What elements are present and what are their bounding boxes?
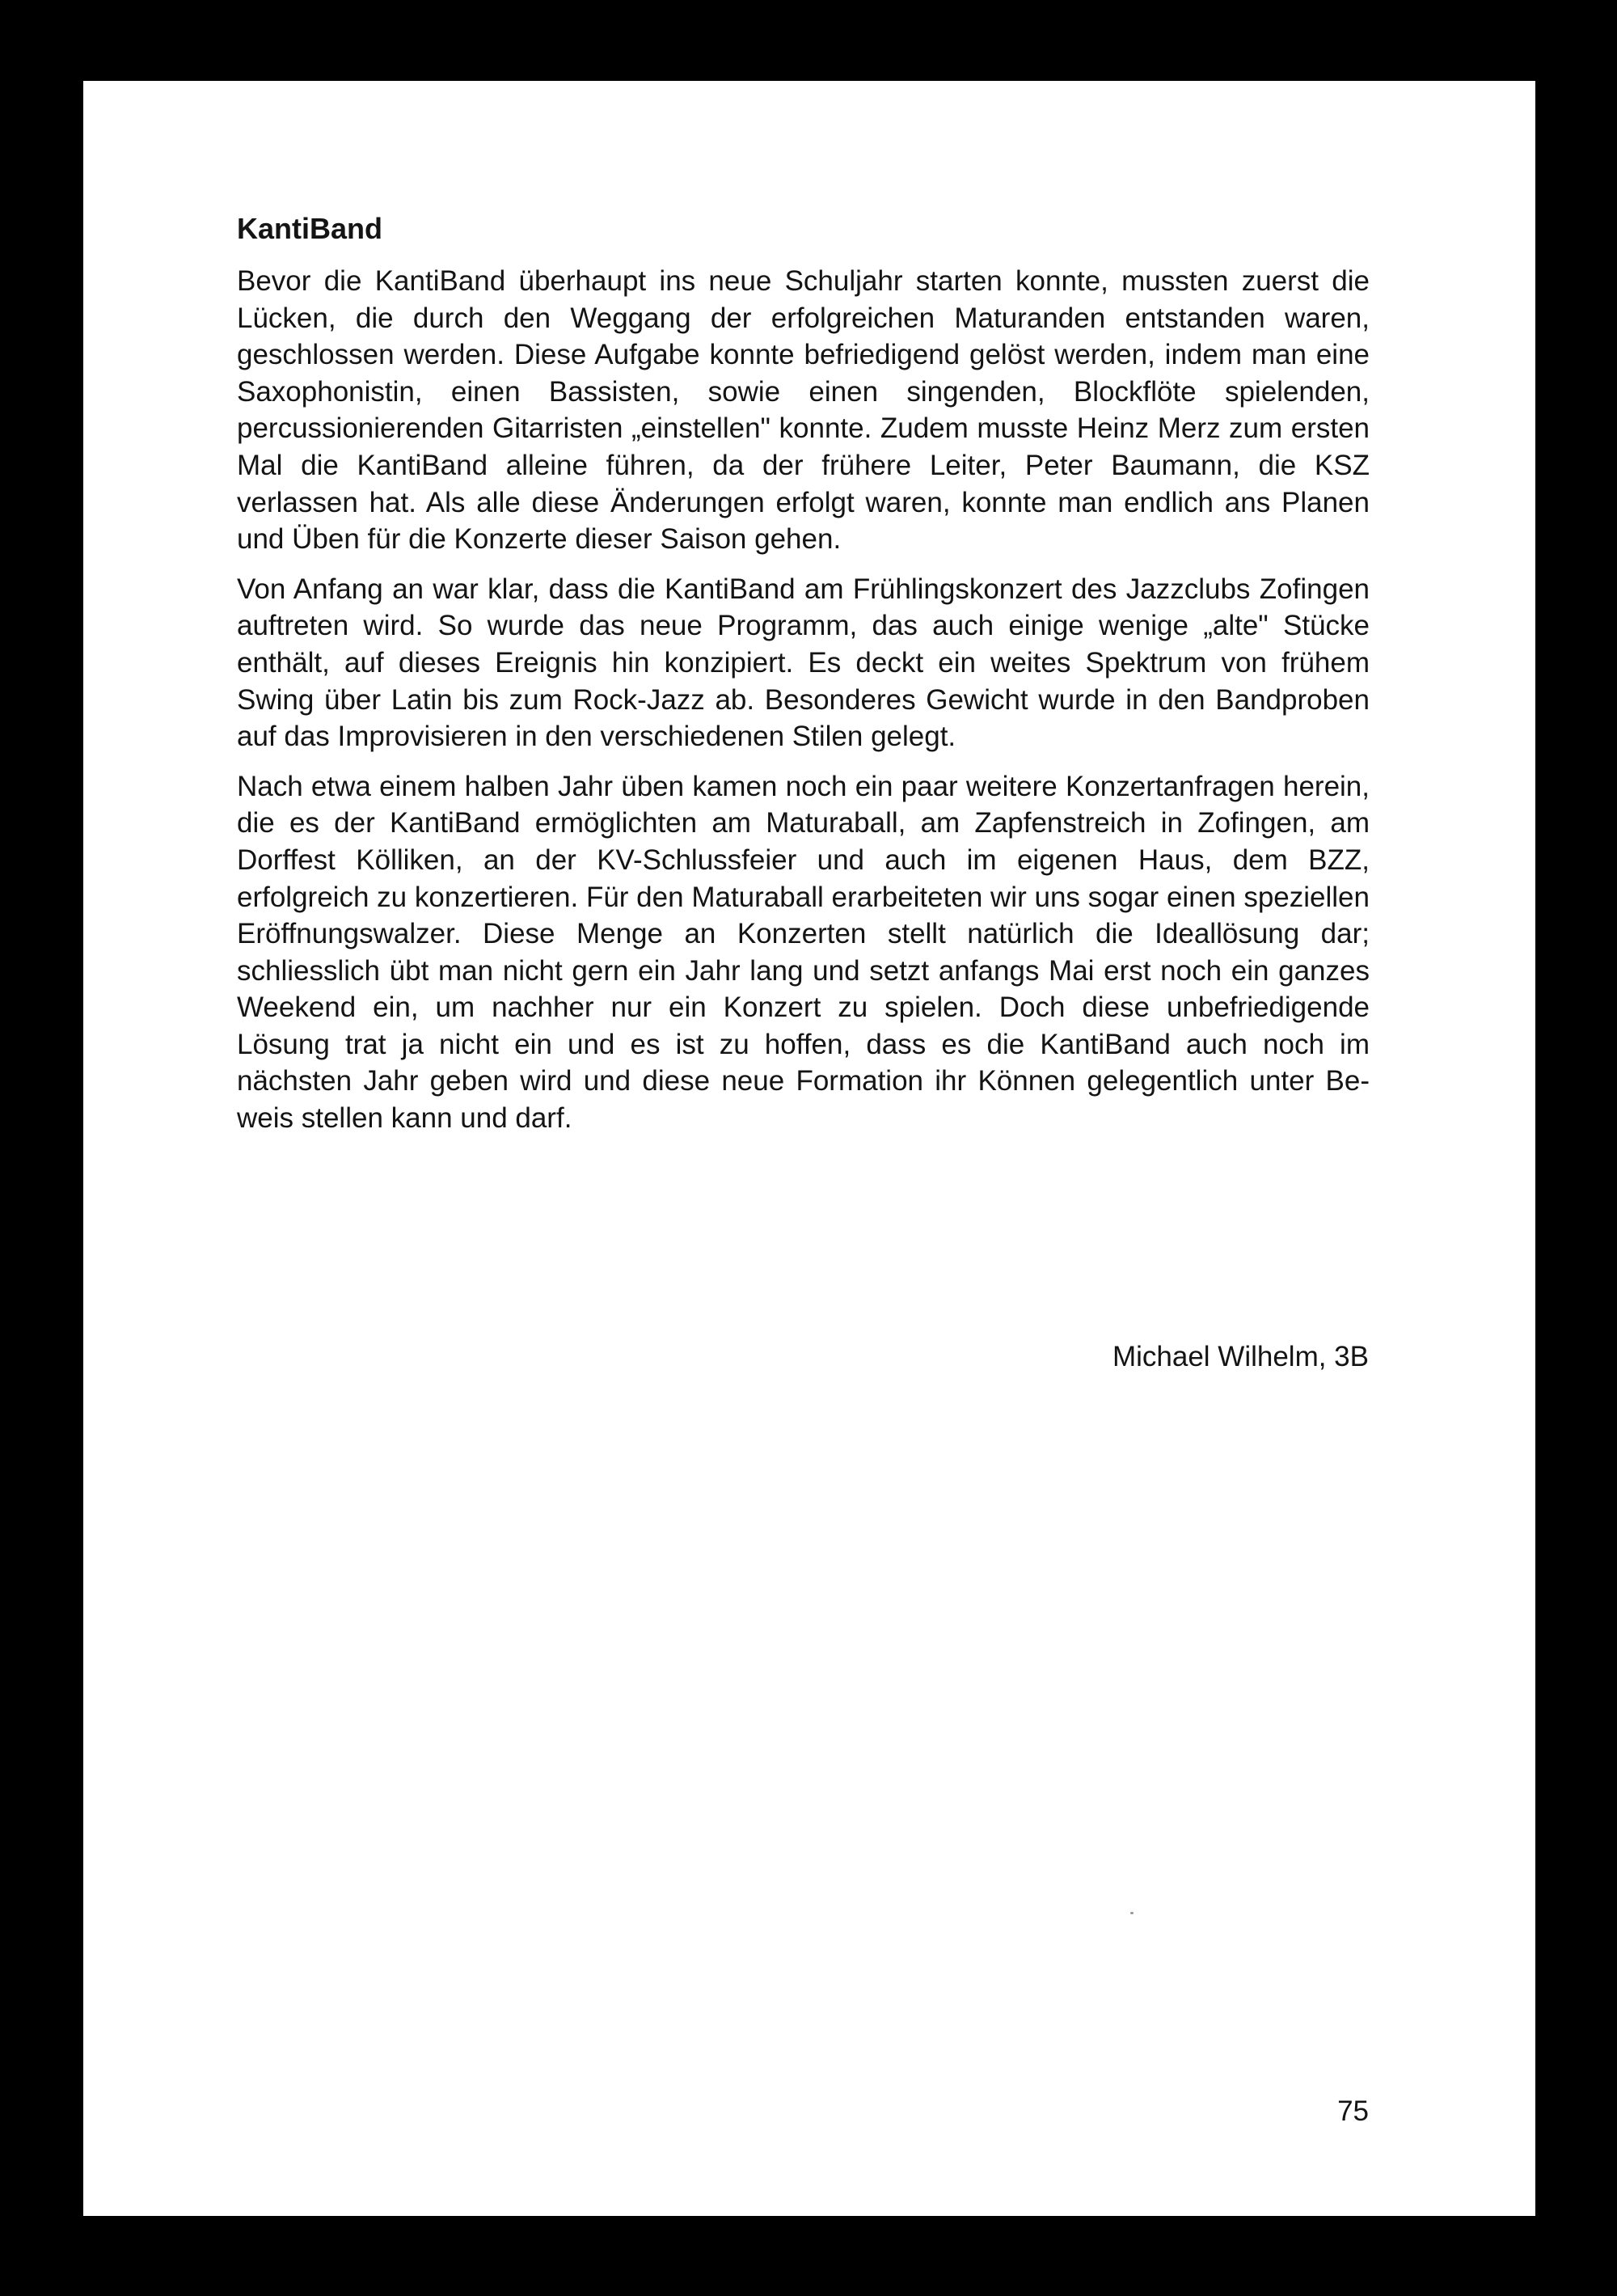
paragraph-1: Bevor die KantiBand überhaupt ins neue Schuljahr starten konnte, mussten zuerst die Lücken, die durch den Weggang der erfolgreichen Maturanden entstanden waren, geschlossen werden. Diese Aufgabe konnte befriedigend gelöst werden, indem man eine Saxophonistin, einen Bassisten, sowie einen singenden, Blockflöte spielenden, percussionierenden Gitarristen „einstellen" konnte. Zudem musste Heinz Merz zum ersten Mal die KantiBand alleine führen, da der frühere Leiter, Peter Baumann, die KSZ verlassen hat. Als alle diese Änderungen erfolgt waren, konnte man endlich ans Planen und Üben für die Konzerte dieser Saison gehen. — [237, 265, 1370, 556]
author-signature: Michael Wilhelm, 3B — [1112, 1341, 1369, 1372]
article-title: KantiBand — [237, 212, 382, 245]
scan-speck — [1130, 1912, 1134, 1914]
page-number: 75 — [1337, 2095, 1369, 2127]
article-body — [237, 263, 1370, 1150]
document-page — [83, 81, 1535, 2216]
paragraph-2: Von Anfang an war klar, dass die KantiBand am Frühlingskonzert des Jazzclubs Zofingen auftreten wird. So wurde das neue Programm, das auch einige wenige „alte" Stücke enthält, auf dieses Ereignis hin konzipiert. Es deckt ein weites Spektrum von frühem Swing über Latin bis zum Rock-Jazz ab. Besonderes Gewicht wurde in den Bandproben auf das Improvisieren in den verschiedenen Stilen gelegt. — [237, 573, 1370, 753]
paragraph-3: Nach etwa einem halben Jahr üben kamen noch ein paar weitere Konzertanfragen herein, die es der KantiBand ermöglichten am Maturaball, am Zapfenstreich in Zofingen, am Dorffest Kölliken, an der KV-Schlussfeier und auch im eigenen Haus, dem BZZ, erfolgreich zu konzertieren. Für den Maturaball erarbeiteten wir uns sogar einen speziellen Eröffnungswalzer. Diese Menge an Konzerten stellt natürlich die Ideallösung dar; schliesslich übt man nicht gern ein Jahr lang und setzt anfangs Mai erst noch ein ganzes Weekend ein, um nachher nur ein Konzert zu spielen. Doch diese unbefriedigende Lösung trat ja nicht ein und es ist zu hoffen, dass es die KantiBand auch noch im nächsten Jahr geben wird und diese neue Formation ihr Können gelegentlich unter Beweis stellen kann und darf. — [237, 770, 1370, 1135]
